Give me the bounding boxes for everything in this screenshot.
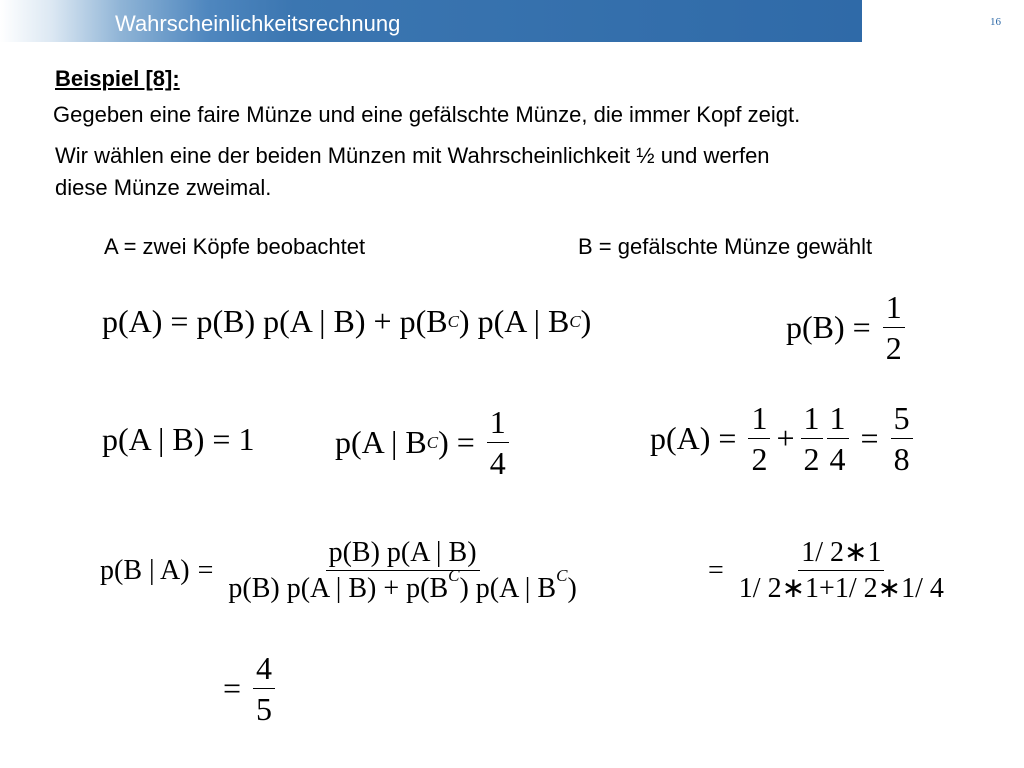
formula-value: 1 (238, 421, 255, 457)
problem-line-2: Wir wählen eine der beiden Münzen mit Wahrscheinlichkeit ½ und werfen (55, 143, 770, 168)
fraction (253, 648, 275, 729)
fraction-denominator: 8 (893, 441, 910, 477)
fraction-numerator: 1 (487, 402, 509, 443)
bayes-fraction (225, 535, 579, 606)
fraction-denominator (225, 566, 579, 606)
p-b-formula: p(B) = $\frac{1}{2}$ (786, 287, 909, 368)
p-a-given-b-formula: p(A | B) = 1 (102, 421, 255, 457)
formula-lhs: p(A | B) (102, 421, 205, 457)
p-a-given-b-complement-formula: p(A | B C ) = $\frac{1}{4}$ (335, 402, 513, 483)
formula-lhs-a: p(A | B (335, 424, 427, 460)
formula-term-2b: ) p(A | B (458, 303, 570, 339)
fraction-denominator: 2 (803, 441, 820, 477)
fraction (891, 398, 913, 479)
example-title: Beispiel [8]: (55, 66, 180, 91)
numeric-fraction (736, 535, 947, 606)
complement-sup: C (556, 566, 568, 585)
fraction-numerator: 5 (891, 398, 913, 439)
fraction-numerator: 1 (801, 398, 823, 439)
problem-line-1: Gegeben eine faire Münze und eine gefälschte Münze, die immer Kopf zeigt. (53, 102, 801, 127)
bayes-formula: p(B | A) = $\frac{p(B) p(A | B)}{p(B) p(A | B) + p(B^C) p(A | B^C)}$ (100, 535, 584, 606)
problem-line-3: diese Münze zweimal. (55, 175, 272, 200)
fraction-denominator: 2 (885, 330, 902, 366)
fraction-denominator: 2 (751, 441, 768, 477)
fraction-denominator: 5 (256, 691, 273, 727)
fraction-numerator: p(B) p(A | B) (326, 535, 480, 571)
fraction-denominator: 4 (489, 445, 506, 481)
fraction-numerator: 1/ 2∗1 (798, 535, 884, 571)
formula-lhs: p(A) (102, 303, 163, 339)
header-bar (0, 0, 862, 42)
fraction-denominator: 1/ 2∗1+1/ 2∗1/ 4 (738, 573, 944, 604)
fraction-numerator: 1 (748, 398, 770, 439)
formula-lhs: p(B) (786, 309, 845, 345)
total-probability-formula: p(A) = p(B) p(A | B) + p(B C ) p(A | B C ) (102, 303, 592, 339)
complement-sup: C (448, 566, 460, 585)
formula-term-2a: p(B (399, 303, 448, 339)
fraction (487, 402, 509, 483)
p-a-result-formula: p(A) = $\frac{1}{2}$ + $\frac{1}{2}$ $\frac{1}{4}$ = $\frac{5}{8}$ (650, 398, 917, 479)
page-number: 16 (990, 16, 1001, 28)
formula-term-1: p(B) p(A | B) (196, 303, 366, 339)
fraction-denominator: 4 (829, 441, 846, 477)
fraction (748, 398, 770, 479)
fraction (827, 398, 849, 479)
fraction (883, 287, 905, 368)
header-title: Wahrscheinlichkeitsrechnung (115, 11, 401, 36)
denominator-part-a: p(B) p(A | B) + p(B (228, 573, 449, 604)
final-result-formula: = $\frac{4}{5}$ (215, 648, 279, 729)
denominator-part-c: ) (567, 573, 577, 604)
fraction-numerator: 4 (253, 648, 275, 689)
fraction-numerator: 1 (827, 398, 849, 439)
denominator-part-b: ) p(A | B (459, 573, 557, 604)
fraction-numerator: 1 (883, 287, 905, 328)
formula-close: ) (580, 303, 592, 339)
formula-lhs: p(A) (650, 420, 711, 456)
event-b-definition: B = gefälschte Münze gewählt (578, 234, 873, 259)
bayes-numeric-formula: = $\frac{1/ 2∗1}{1/ 2∗1+1/ 2∗1/ 4}$ (700, 535, 951, 606)
event-a-definition: A = zwei Köpfe beobachtet (104, 234, 366, 259)
fraction (801, 398, 823, 479)
formula-lhs-b: ) (438, 424, 449, 460)
formula-lhs: p(B | A) (100, 554, 190, 586)
